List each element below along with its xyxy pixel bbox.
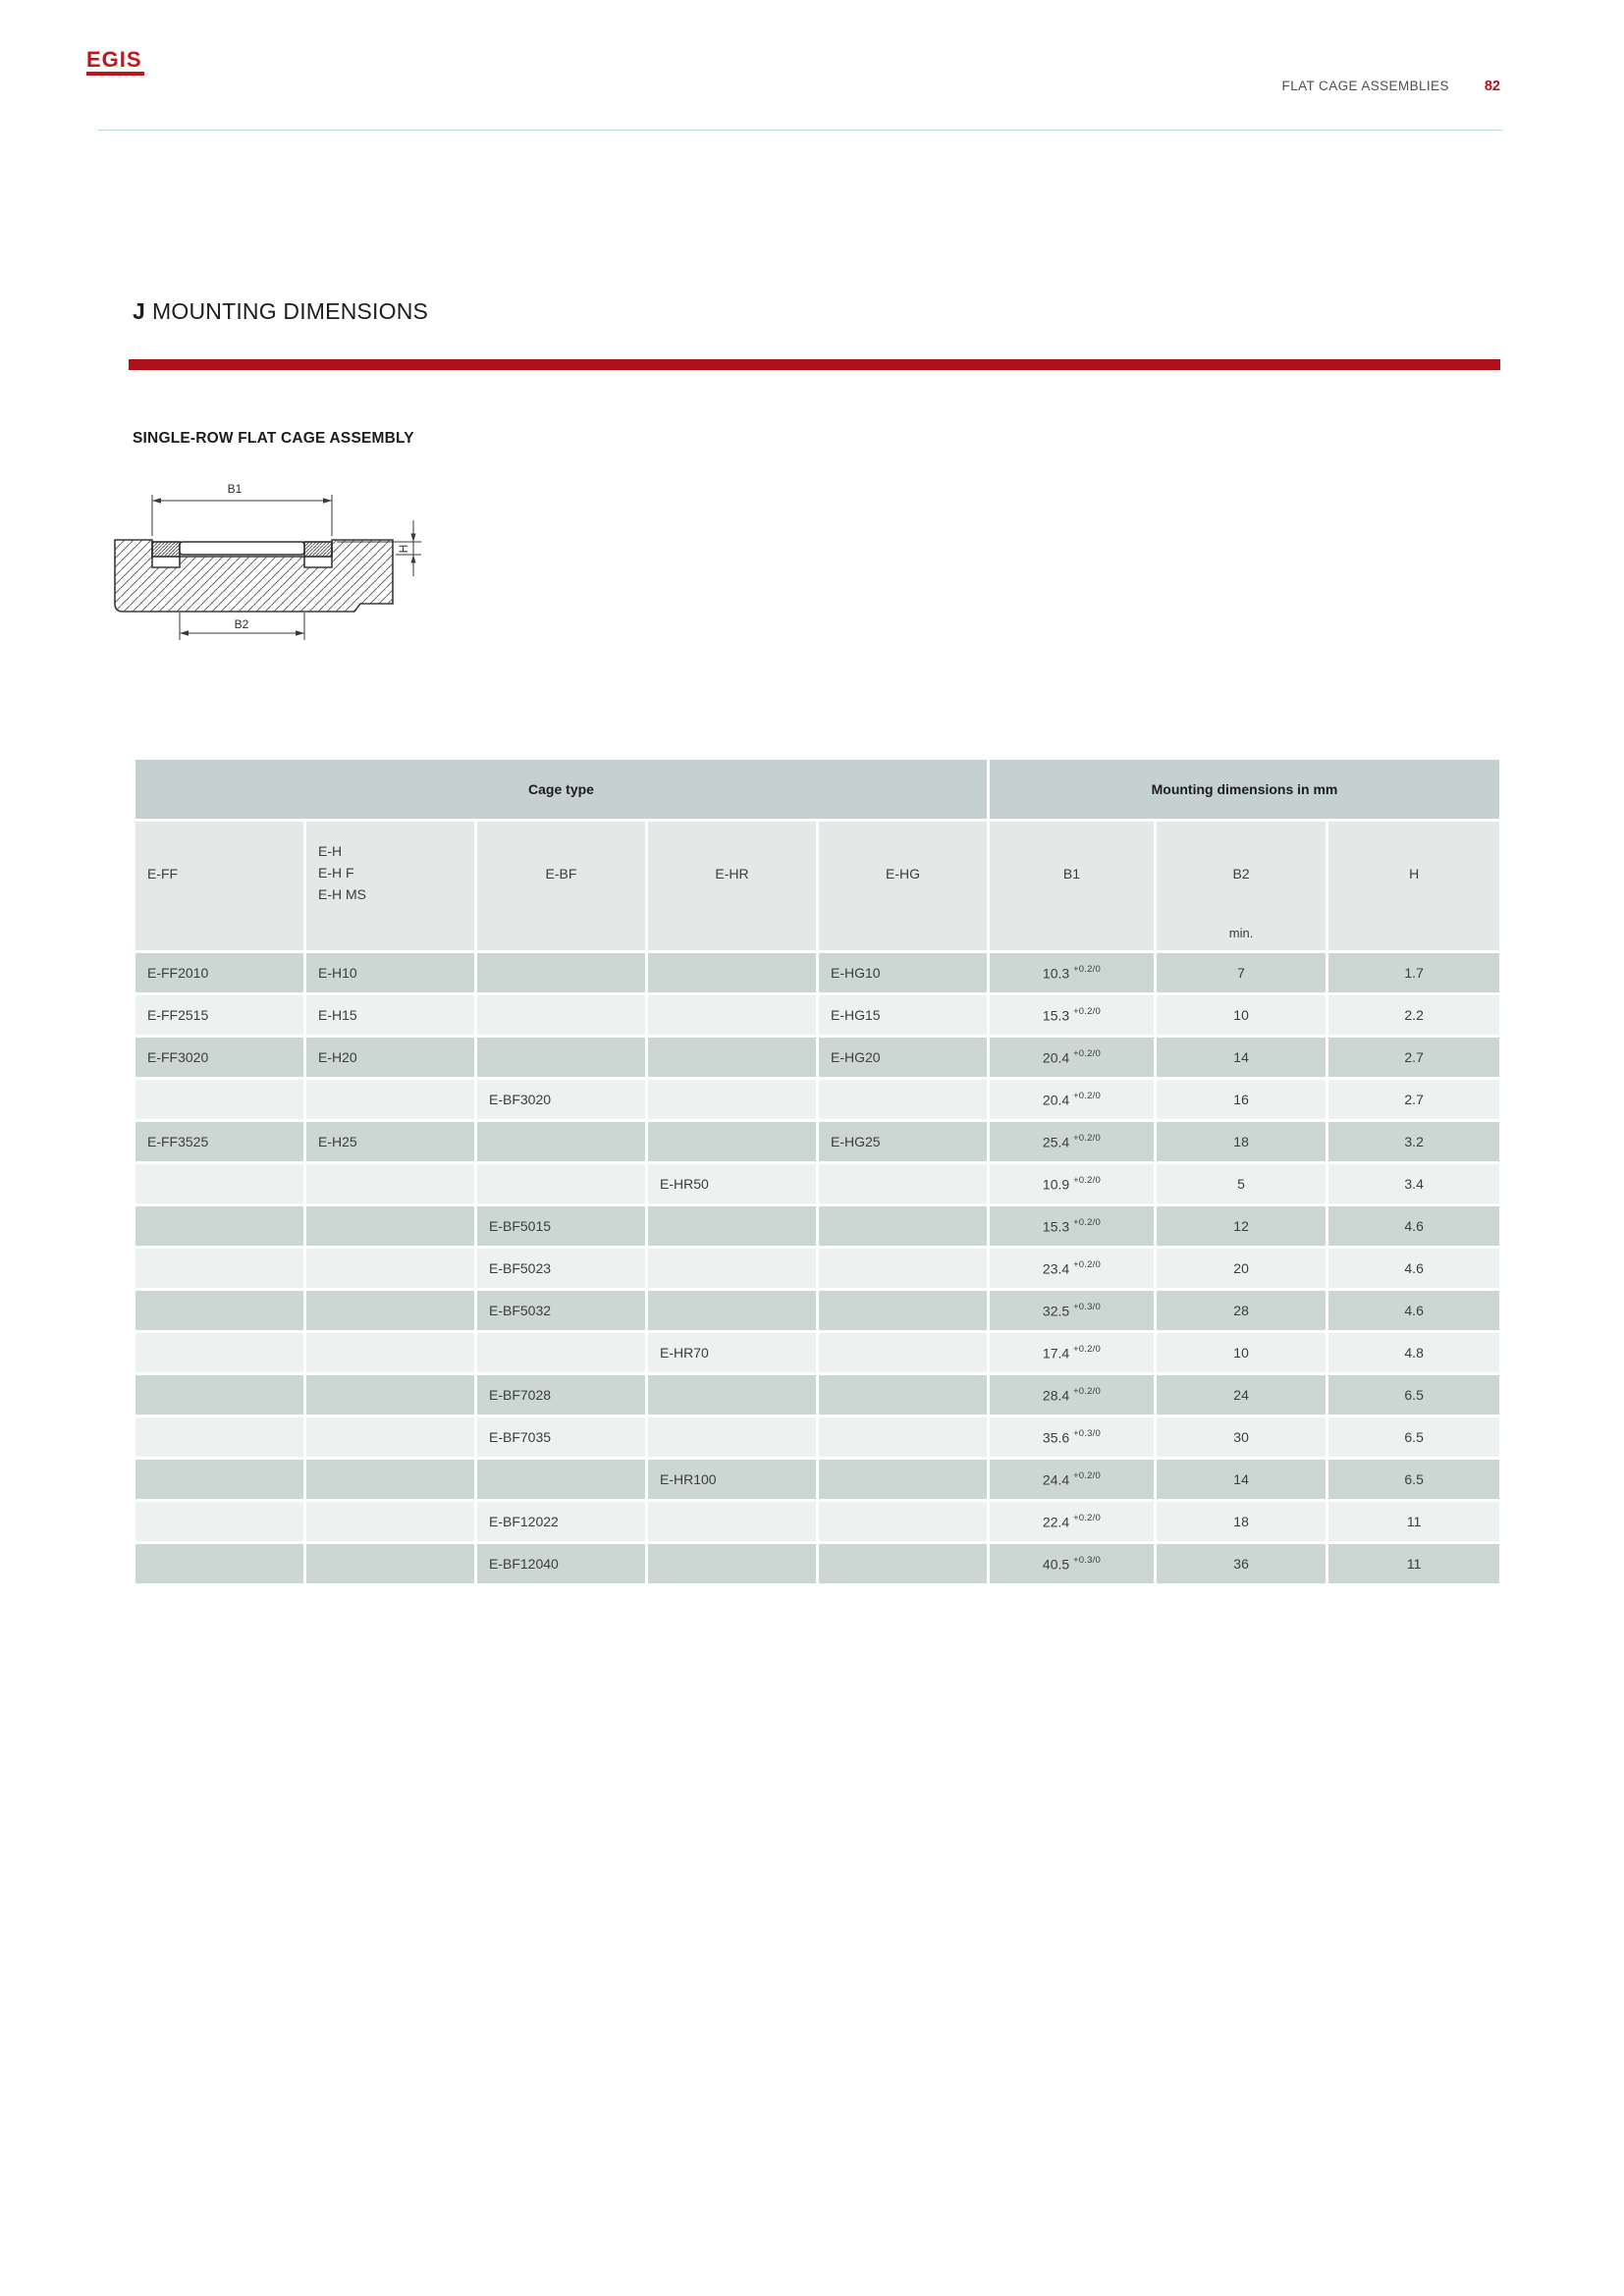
cell-ehr [648,1122,816,1161]
rail-insert-right [304,542,332,557]
cell-ehr: E-HR50 [648,1164,816,1203]
table-row [135,953,1499,992]
cell-b1: 25.4 $^{+0.2/0}$ [990,1122,1154,1161]
cell-eff [135,1502,303,1541]
cell-b2: 30 [1157,1417,1326,1457]
cell-eh [306,1502,474,1541]
cell-eh [306,1417,474,1457]
cell-ehr [648,1249,816,1288]
cell-b1: 10.3 $^{+0.2/0}$ [990,953,1154,992]
cell-eh [306,1460,474,1499]
cell-eh [306,1291,474,1330]
cell-ebf [477,953,645,992]
group-header-row [135,760,1499,819]
b1-dim-label: B1 [227,482,243,496]
cell-h: 2.7 [1328,1038,1499,1077]
col-header-eh-line3: E-H MS [318,885,366,902]
assembly-subtitle: SINGLE-ROW FLAT CAGE ASSEMBLY [133,430,414,447]
cell-eh [306,1164,474,1203]
cell-ehr [648,1417,816,1457]
cell-ebf: E-BF7035 [477,1417,645,1457]
b2-min-note: min. [1228,926,1254,940]
cell-eh: E-H10 [306,953,474,992]
cell-h: 4.6 [1328,1206,1499,1246]
cell-b2: 14 [1157,1038,1326,1077]
cell-ebf [477,995,645,1035]
cell-h: 11 [1328,1544,1499,1583]
cell-eh: E-H15 [306,995,474,1035]
cell-b1: 20.4 $^{+0.2/0}$ [990,1080,1154,1119]
cell-ehg [819,1291,987,1330]
col-header-h: H [1328,822,1499,950]
cell-h: 3.2 [1328,1122,1499,1161]
cell-b2: 5 [1157,1164,1326,1203]
cell-ehg: E-HG20 [819,1038,987,1077]
table-row [135,1080,1499,1119]
page-number: 82 [1484,79,1500,94]
cell-ebf [477,1333,645,1372]
cell-b1: 40.5 $^{+0.3/0}$ [990,1544,1154,1583]
cell-b2: 20 [1157,1249,1326,1288]
table-row [135,1417,1499,1457]
h-dim-label: H [397,544,410,554]
cell-ebf: E-BF7028 [477,1375,645,1415]
cell-eh: E-H20 [306,1038,474,1077]
cell-ebf [477,1164,645,1203]
cell-b1: 17.4 $^{+0.2/0}$ [990,1333,1154,1372]
cell-ehg [819,1206,987,1246]
table-row [135,1460,1499,1499]
cell-eff: E-FF3020 [135,1038,303,1077]
cell-b2: 16 [1157,1080,1326,1119]
cell-b1: 35.6 $^{+0.3/0}$ [990,1417,1154,1457]
cell-ehg [819,1333,987,1372]
cell-ehr [648,1038,816,1077]
cell-b2: 7 [1157,953,1326,992]
cell-eff: E-FF2010 [135,953,303,992]
cell-ehg [819,1502,987,1541]
cell-ehr [648,1080,816,1119]
cell-ehg [819,1417,987,1457]
col-header-ebf: E-BF [477,822,645,950]
cell-ebf: E-BF12040 [477,1544,645,1583]
cell-ehr [648,1502,816,1541]
cell-b2: 36 [1157,1544,1326,1583]
cell-eh [306,1333,474,1372]
cell-ehr: E-HR70 [648,1333,816,1372]
cell-h: 4.6 [1328,1291,1499,1330]
cell-ebf: E-BF12022 [477,1502,645,1541]
table-row [135,1249,1499,1288]
rail-insert-left [152,542,180,557]
col-header-eff: E-FF [135,822,303,950]
cell-h: 4.8 [1328,1333,1499,1372]
col-header-eh-line1: E-H [318,843,343,860]
cell-eff [135,1375,303,1415]
cell-eff [135,1544,303,1583]
cell-eh [306,1249,474,1288]
cell-ehg: E-HG25 [819,1122,987,1161]
table-row [135,995,1499,1035]
cell-eff: E-FF3525 [135,1122,303,1161]
b2-dim-label: B2 [234,617,249,631]
cell-ehr [648,1291,816,1330]
cell-b1: 28.4 $^{+0.2/0}$ [990,1375,1154,1415]
cell-h: 6.5 [1328,1417,1499,1457]
cell-ebf [477,1122,645,1161]
cell-ehg [819,1249,987,1288]
col-header-b2-label: B2 [1232,866,1250,881]
cell-eff [135,1291,303,1330]
cell-b2: 24 [1157,1375,1326,1415]
cell-ebf: E-BF3020 [477,1080,645,1119]
cell-ehr [648,953,816,992]
cell-eh [306,1375,474,1415]
cell-b1: 32.5 $^{+0.3/0}$ [990,1291,1154,1330]
table-row [135,1164,1499,1203]
cell-ehg [819,1080,987,1119]
egis-logo: EGIS [86,49,144,76]
cell-h: 2.2 [1328,995,1499,1035]
cell-b2: 10 [1157,1333,1326,1372]
cell-h: 2.7 [1328,1080,1499,1119]
cell-eff [135,1164,303,1203]
cell-eh: E-H25 [306,1122,474,1161]
cell-b1: 22.4 $^{+0.2/0}$ [990,1502,1154,1541]
cell-ehr [648,1375,816,1415]
cell-ehr [648,1206,816,1246]
mounting-dimensions-table [133,757,1502,1586]
cell-b2: 18 [1157,1122,1326,1161]
cell-ehr [648,995,816,1035]
table-row [135,1206,1499,1246]
cell-ehg [819,1460,987,1499]
group-header-mounting: Mounting dimensions in mm [990,760,1499,819]
cell-ehg: E-HG15 [819,995,987,1035]
cell-eff [135,1206,303,1246]
cell-eff [135,1080,303,1119]
table-body [135,953,1499,1583]
cell-b2: 12 [1157,1206,1326,1246]
cell-eff [135,1333,303,1372]
group-header-cage-type: Cage type [135,760,987,819]
header-chapter-title: FLAT CAGE ASSEMBLIES [1281,79,1449,93]
cell-ebf: E-BF5023 [477,1249,645,1288]
cell-ehr [648,1544,816,1583]
cell-h: 11 [1328,1502,1499,1541]
flat-cage-strip [180,542,304,555]
cell-eh [306,1206,474,1246]
cell-ehg: E-HG10 [819,953,987,992]
cell-ebf: E-BF5032 [477,1291,645,1330]
cell-h: 1.7 [1328,953,1499,992]
page-header [884,79,1500,94]
cell-h: 3.4 [1328,1164,1499,1203]
cell-ehg [819,1375,987,1415]
cell-h: 6.5 [1328,1460,1499,1499]
col-header-ehr: E-HR [648,822,816,950]
cell-eh [306,1544,474,1583]
cell-b1: 15.3 $^{+0.2/0}$ [990,995,1154,1035]
section-title-text: MOUNTING DIMENSIONS [152,298,429,324]
accent-bar [129,359,1500,370]
col-header-b1: B1 [990,822,1154,950]
cell-eh [306,1080,474,1119]
cell-eff: E-FF2515 [135,995,303,1035]
cell-b2: 10 [1157,995,1326,1035]
cell-eff [135,1460,303,1499]
section-title [133,298,428,325]
table-row [135,1333,1499,1372]
mounting-diagram [103,473,442,669]
cell-eff [135,1249,303,1288]
col-header-b2 [1157,822,1326,950]
table-row [135,1502,1499,1541]
cell-b1: 23.4 $^{+0.2/0}$ [990,1249,1154,1288]
cell-ehg [819,1544,987,1583]
table-row [135,1122,1499,1161]
cell-ehr: E-HR100 [648,1460,816,1499]
table-row [135,1038,1499,1077]
cell-h: 4.6 [1328,1249,1499,1288]
cell-b2: 14 [1157,1460,1326,1499]
table-row [135,1544,1499,1583]
col-header-ehg: E-HG [819,822,987,950]
cell-ehg [819,1164,987,1203]
col-header-eh-line2: E-H F [318,865,354,881]
section-letter: J [133,298,145,324]
cell-b1: 15.3 $^{+0.2/0}$ [990,1206,1154,1246]
cell-b1: 20.4 $^{+0.2/0}$ [990,1038,1154,1077]
col-header-eh [306,822,474,950]
cell-eff [135,1417,303,1457]
cell-b1: 10.9 $^{+0.2/0}$ [990,1164,1154,1203]
cell-h: 6.5 [1328,1375,1499,1415]
cell-ebf [477,1460,645,1499]
column-header-row [135,822,1499,950]
header-rule [98,130,1502,131]
cell-b2: 18 [1157,1502,1326,1541]
cell-b1: 24.4 $^{+0.2/0}$ [990,1460,1154,1499]
cell-ebf: E-BF5015 [477,1206,645,1246]
cell-b2: 28 [1157,1291,1326,1330]
cell-ebf [477,1038,645,1077]
table-row [135,1291,1499,1330]
table-row [135,1375,1499,1415]
